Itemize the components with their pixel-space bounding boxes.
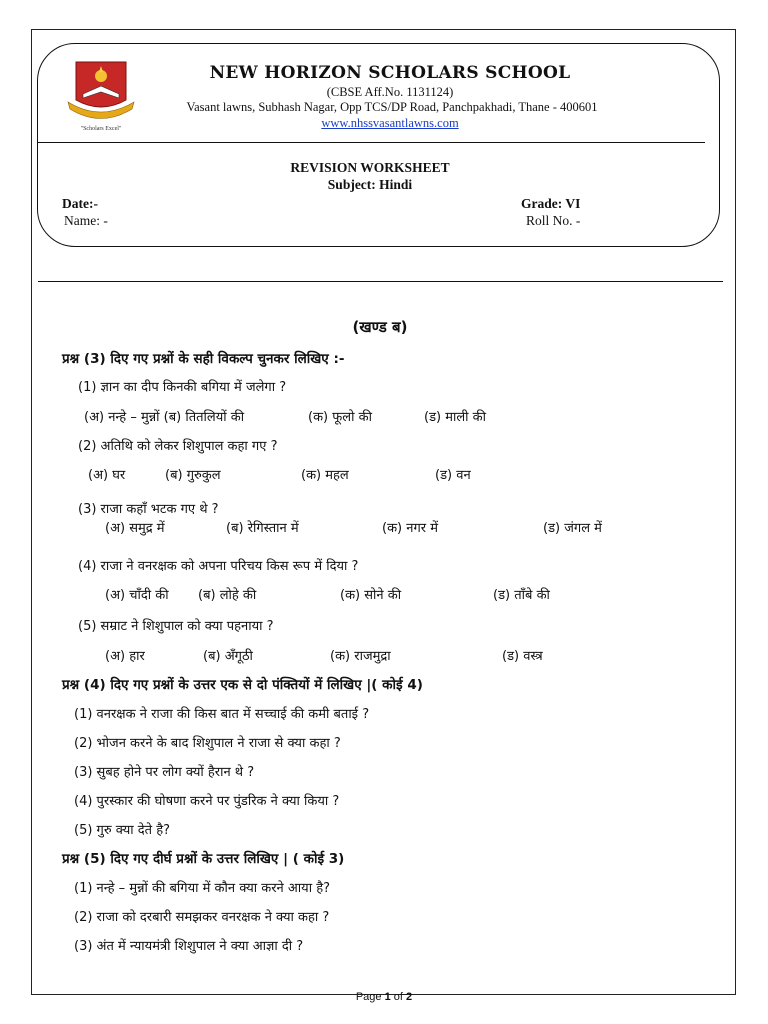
question-4-heading: प्रश्न (4) दिए गए प्रश्नों के उत्तर एक से दो पंक्तियों में लिखिए |( कोई 4) xyxy=(62,677,423,693)
svg-text:"Scholars Excel": "Scholars Excel" xyxy=(80,126,122,132)
question-5-heading: प्रश्न (5) दिए गए दीर्घ प्रश्नों के उत्तर लिखिए | ( कोई 3) xyxy=(62,851,345,867)
section-title: (खण्ड ब) xyxy=(352,318,408,336)
q3-5-option-d: (ड) वस्त्र xyxy=(502,649,543,664)
page-word: Page xyxy=(355,991,382,1003)
q3-1-option-a-b: (अ) नन्हे – मुन्नों (ब) तितलियों की xyxy=(84,410,245,425)
q3-item-2: (2) अतिथि को लेकर शिशुपाल कहा गए ? xyxy=(78,439,278,454)
q3-item-1: (1) ज्ञान का दीप किनकी बगिया में जलेगा ? xyxy=(78,380,287,395)
page-number xyxy=(300,991,468,1003)
question-3-heading: प्रश्न (3) दिए गए प्रश्नों के सही विकल्प चुनकर लिखिए :- xyxy=(62,351,345,367)
q4-item-3: (3) सुबह होने पर लोग क्यों हैरान थे ? xyxy=(74,765,255,780)
q3-4-option-b: (ब) लोहे की xyxy=(198,588,257,603)
grade-label: Grade: VI xyxy=(521,196,581,211)
q3-2-option-c: (क) महल xyxy=(301,468,349,483)
q5-item-2: (2) राजा को दरबारी समझकर वनरक्षक ने क्या कहा ? xyxy=(74,910,330,925)
q3-2-option-b: (ब) गुरुकुल xyxy=(165,468,221,483)
current-page: 1 xyxy=(384,991,391,1003)
roll-number-label: Roll No. - xyxy=(526,213,581,228)
section-divider xyxy=(38,281,723,282)
affiliation-number: (CBSE Aff.No. 1131124) xyxy=(326,85,454,99)
q3-5-option-b: (ब) अँगूठी xyxy=(203,649,253,664)
q3-5-option-a: (अ) हार xyxy=(105,649,145,664)
q3-3-option-d: (ड) जंगल में xyxy=(543,521,602,536)
q5-item-3: (3) अंत में न्यायमंत्री शिशुपाल ने क्या आज्ञा दी ? xyxy=(74,939,304,954)
q3-item-3: (3) राजा कहाँ भटक गए थे ? xyxy=(78,502,219,517)
q4-item-1: (1) वनरक्षक ने राजा की किस बात में सच्चाई की कमी बताई ? xyxy=(74,707,370,722)
header-divider xyxy=(37,142,705,143)
q4-item-4: (4) पुरस्कार की घोषणा करने पर पुंडरिक ने क्या किया ? xyxy=(74,794,340,809)
worksheet-subject: Subject: Hindi xyxy=(327,177,413,192)
q3-3-option-b: (ब) रेगिस्तान में xyxy=(226,521,299,536)
q3-5-option-c: (क) राजमुद्रा xyxy=(330,649,391,664)
q3-2-option-d: (ड) वन xyxy=(435,468,471,483)
q3-1-option-d: (ड) माली की xyxy=(424,410,487,425)
q4-item-2: (2) भोजन करने के बाद शिशुपाल ने राजा से क्या कहा ? xyxy=(74,736,341,751)
school-address: Vasant lawns, Subhash Nagar, Opp TCS/DP Road, Panchpakhadi, Thane - 400601 xyxy=(186,100,598,114)
school-logo xyxy=(66,52,136,132)
total-pages: 2 xyxy=(406,991,413,1003)
of-word: of xyxy=(393,991,403,1003)
q3-3-option-c: (क) नगर में xyxy=(382,521,439,536)
q3-item-4: (4) राजा ने वनरक्षक को अपना परिचय किस रूप में दिया ? xyxy=(78,559,359,574)
school-website-link[interactable]: www.nhssvasantlawns.com xyxy=(321,116,459,130)
q3-4-option-a: (अ) चाँदी की xyxy=(105,588,169,603)
q3-item-5: (5) सम्राट ने शिशुपाल को क्या पहनाया ? xyxy=(78,619,274,634)
q3-4-option-d: (ड) ताँबे की xyxy=(493,588,550,603)
q3-3-option-a: (अ) समुद्र में xyxy=(105,521,165,536)
q4-item-5: (5) गुरु क्या देते है? xyxy=(74,823,171,838)
school-name: NEW HORIZON SCHOLARS SCHOOL xyxy=(209,63,571,83)
date-label: Date:- xyxy=(62,196,98,211)
worksheet-title: REVISION WORKSHEET xyxy=(290,160,450,175)
q3-1-option-c: (क) फूलो की xyxy=(308,410,372,425)
q3-2-option-a: (अ) घर xyxy=(88,468,126,483)
q3-4-option-c: (क) सोने की xyxy=(340,588,402,603)
name-label: Name: - xyxy=(64,213,108,228)
q5-item-1: (1) नन्हे – मुन्नों की बगिया में कौन क्या करने आया है? xyxy=(74,881,331,896)
